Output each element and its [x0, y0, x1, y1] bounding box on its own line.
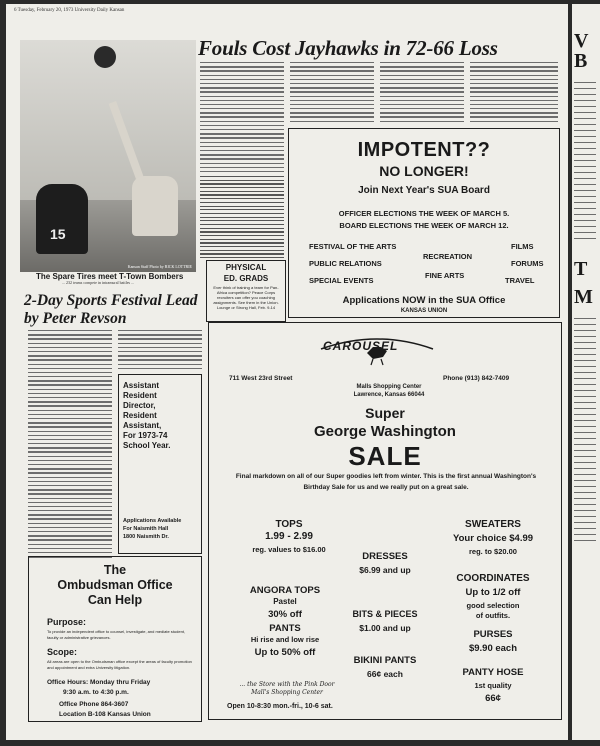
adjacent-text-line [574, 238, 596, 239]
adjacent-text-line [574, 190, 596, 191]
adjacent-page-strip [572, 4, 600, 740]
main-headline: Fouls Cost Jayhawks in 72-66 Loss [198, 36, 498, 60]
naismith-line-3: Director, [123, 401, 156, 410]
phys-ed-body: Ever think of training a team for Pan-Africa competition? Peace Corps recruiters can offer you coaching assignments. See them in the Union. Lounge or Strong Hall, Feb. 9-14 [213, 285, 279, 310]
jersey-number: 15 [50, 226, 66, 242]
story-column-2 [290, 62, 374, 125]
pants-sub: Hi rise and low rise [250, 635, 320, 644]
adjacent-text-line [574, 226, 596, 227]
adjacent-text-line [574, 426, 596, 427]
adjacent-text-line [574, 154, 596, 155]
sua-join: Join Next Year's SUA Board [358, 185, 490, 196]
angora-price: 30% off [268, 609, 302, 620]
ombudsman-phone: Office Phone 864-3607 [59, 701, 129, 708]
naismith-ad-footer [123, 517, 199, 541]
adjacent-text-line [574, 420, 596, 421]
adjacent-letter-2: B [574, 50, 588, 72]
revson-column-2 [118, 330, 202, 372]
ombudsman-title-1: The [103, 563, 127, 577]
photo-credit: Kansan Staff Photo by RICK LOTTRIE [127, 264, 192, 269]
tops-note: reg. values to $16.00 [252, 545, 326, 554]
basketball [94, 46, 116, 68]
ombudsman-scope-text: All areas are open to the Ombudsman office except the areas of faculty promotion and appointment and extra University litigation. [47, 659, 192, 670]
adjacent-text-line [574, 384, 596, 385]
adjacent-text-line [574, 414, 596, 415]
adjacent-text-line [574, 160, 596, 161]
basketball-photo [20, 40, 196, 272]
adjacent-text-line [574, 202, 596, 203]
sweaters-name: SWEATERS [465, 519, 521, 530]
adjacent-text-line [574, 462, 596, 463]
adjacent-text-line [574, 130, 596, 131]
box-score-table [200, 176, 284, 264]
adjacent-text-line [574, 172, 596, 173]
player-shirtless [132, 176, 178, 236]
adjacent-text-line [574, 528, 596, 529]
angora-name: ANGORA TOPS [249, 585, 321, 596]
adjacent-text-line [574, 540, 596, 541]
sweaters-price: Your choice $4.99 [452, 533, 534, 544]
adjacent-text-line [574, 378, 596, 379]
adjacent-text-line [574, 82, 596, 83]
adjacent-text-line [574, 208, 596, 209]
adjacent-text-line [574, 178, 596, 179]
naismith-line-4: Resident [123, 411, 157, 420]
ombudsman-location: Location B-108 Kansas Union [59, 711, 151, 718]
pants-name: PANTS [269, 623, 301, 634]
naismith-hall-ad [118, 374, 202, 554]
ombudsman-hours-1: Office Hours: Monday thru Friday [47, 679, 151, 686]
adjacent-text-line [574, 468, 596, 469]
naismith-line-1: Assistant [123, 381, 160, 390]
adjacent-text-line [574, 474, 596, 475]
ombudsman-purpose-label: Purpose: [47, 617, 87, 627]
adjacent-letter-1: V [574, 30, 589, 52]
angora-sub: Pastel [273, 597, 297, 606]
naismith-foot-1: Applications Available [123, 518, 182, 524]
sua-item-public-relations: PUBLIC RELATIONS [309, 259, 382, 268]
signature-line-2: Mall's Shopping Center [251, 689, 323, 696]
signature-line-1: ... the Store with the Pink Door [239, 681, 335, 688]
hose-price: 66¢ [485, 693, 501, 704]
photo-subcaption: ... 232 teams compete in intramural battles ... [62, 280, 135, 285]
adjacent-text-line [574, 342, 596, 343]
ombudsman-title-2: Ombudsman Office [57, 578, 173, 592]
dresses-price: $6.99 and up [359, 565, 411, 575]
carousel-event: George Washington [314, 423, 456, 440]
adjacent-letter-4: M [574, 286, 593, 308]
adjacent-text-line [574, 360, 596, 361]
adjacent-text-line [574, 450, 596, 451]
adjacent-text-line [574, 94, 596, 95]
coordinates-price: Up to 1/2 off [465, 587, 521, 598]
naismith-line-5: Assistant, [123, 421, 162, 430]
coordinates-name: COORDINATES [456, 573, 530, 584]
adjacent-text-line [574, 214, 596, 215]
story-column-3 [380, 62, 464, 125]
sua-title: IMPOTENT?? [357, 139, 491, 161]
sua-subtitle: NO LONGER! [379, 163, 469, 179]
ombudsman-purpose-text: To provide an independent office to counsel, investigate, and mediate student, faculty or administrative grievances. [47, 629, 186, 640]
ombudsman-title-3: Can Help [87, 593, 143, 607]
carousel-hours: Open 10-8:30 mon.-fri., 10-6 sat. [227, 703, 333, 710]
tops-name: TOPS [275, 519, 303, 530]
ombudsman-ad [28, 556, 202, 722]
adjacent-text-line [574, 408, 596, 409]
adjacent-text-line [574, 318, 596, 319]
adjacent-text-line [574, 354, 596, 355]
ombudsman-title [29, 563, 201, 608]
sua-apply: Applications NOW in the SUA Office [342, 295, 506, 306]
adjacent-text-line [574, 348, 596, 349]
adjacent-text-line [574, 522, 596, 523]
adjacent-text-line [574, 492, 596, 493]
adjacent-text-line [574, 148, 596, 149]
naismith-line-7: School Year. [123, 441, 171, 450]
hose-name: PANTY HOSE [462, 667, 524, 678]
adjacent-text-line [574, 534, 596, 535]
adjacent-text-line [574, 196, 596, 197]
adjacent-text-line [574, 498, 596, 499]
sua-item-festival: FESTIVAL OF THE ARTS [309, 242, 397, 251]
sua-ad [288, 128, 560, 318]
naismith-foot-2: For Naismith Hall [123, 526, 169, 532]
adjacent-text-line [574, 106, 596, 107]
adjacent-text-line [574, 486, 596, 487]
adjacent-text-line [574, 112, 596, 113]
bikini-price: 66¢ each [367, 669, 403, 679]
naismith-foot-3: 1800 Naismith Dr. [123, 534, 169, 540]
carousel-mall-name: Malls Shopping Center [356, 384, 422, 390]
sua-board-elections: BOARD ELECTIONS THE WEEK OF MARCH 12. [339, 221, 509, 230]
adjacent-letter-3: T [574, 258, 588, 280]
adjacent-text-line [574, 366, 596, 367]
story-column-4 [470, 62, 558, 125]
adjacent-text-line [574, 88, 596, 89]
naismith-line-2: Resident [123, 391, 157, 400]
bits-name: BITS & PIECES [352, 609, 418, 619]
adjacent-text-line [574, 444, 596, 445]
bikini-name: BIKINI PANTS [353, 655, 417, 666]
adjacent-text-line [574, 324, 596, 325]
adjacent-text-line [574, 336, 596, 337]
hose-sub: 1st quality [474, 681, 512, 690]
carousel-address: 711 West 23rd Street [229, 375, 293, 382]
sua-item-films: FILMS [511, 242, 534, 251]
sua-officer-elections: OFFICER ELECTIONS THE WEEK OF MARCH 5. [338, 209, 510, 218]
tops-price: 1.99 - 2.99 [265, 531, 313, 542]
adjacent-text-line [574, 330, 596, 331]
adjacent-text-line [574, 142, 596, 143]
adjacent-text-line [574, 510, 596, 511]
carousel-sale: SALE [348, 441, 422, 471]
dresses-name: DRESSES [362, 551, 408, 562]
adjacent-text-line [574, 136, 596, 137]
adjacent-text-line [574, 118, 596, 119]
sua-item-special-events: SPECIAL EVENTS [309, 276, 374, 285]
adjacent-text-line [574, 372, 596, 373]
revson-column-1 [28, 330, 112, 560]
story-column-1 [200, 62, 284, 175]
carousel-mall [349, 383, 429, 399]
adjacent-text-line [574, 456, 596, 457]
carousel-logo [317, 333, 437, 365]
adjacent-text-line [574, 124, 596, 125]
purses-name: PURSES [473, 629, 513, 640]
adjacent-text-line [574, 232, 596, 233]
phys-ed-title-2: ED. GRADS [223, 274, 269, 283]
coordinates-note-1: good selection [466, 601, 520, 610]
adjacent-text-line [574, 184, 596, 185]
phys-ed-title-1: PHYSICAL [225, 263, 267, 272]
photo-caption: The Spare Tires meet T-Town Bombers [36, 272, 184, 281]
pants-price: Up to 50% off [254, 647, 316, 658]
bits-price: $1.00 and up [359, 623, 411, 633]
revson-headline: 2-Day Sports Festival Lead by Peter Revson [24, 292, 198, 327]
sua-item-fine-arts: FINE ARTS [425, 271, 465, 280]
sua-item-forums: FORUMS [511, 259, 544, 268]
adjacent-text-line [574, 438, 596, 439]
adjacent-text-line [574, 100, 596, 101]
newspaper-page [6, 4, 568, 740]
page-folio: 6 Tuesday, February 20, 1973 University Daily Kansan [14, 8, 125, 13]
adjacent-text-line [574, 432, 596, 433]
sweaters-note: reg. to $20.00 [469, 547, 517, 556]
ombudsman-scope-label: Scope: [47, 647, 78, 657]
carousel-sale-ad [208, 322, 562, 720]
carousel-phone: Phone (913) 842-7409 [443, 375, 510, 382]
carousel-logo-text: CAROUSEL [323, 339, 399, 353]
phys-ed-ad [206, 260, 286, 322]
carousel-intro: Final markdown on all of our Super goodies left from winter. This is the first annual Washington's Birthday Sale for us and we really put on a great sale. [235, 473, 537, 491]
player-dark-jersey [36, 184, 88, 254]
sua-union: KANSAS UNION [400, 308, 448, 314]
adjacent-text-line [574, 396, 596, 397]
sua-item-recreation: RECREATION [423, 252, 473, 261]
adjacent-text-line [574, 402, 596, 403]
adjacent-text-line [574, 390, 596, 391]
adjacent-text-line [574, 166, 596, 167]
carousel-signature [229, 681, 345, 697]
purses-price: $9.90 each [468, 643, 518, 654]
coordinates-note-2: of outfits. [475, 611, 511, 620]
carousel-super: Super [365, 405, 405, 421]
adjacent-text-line [574, 220, 596, 221]
carousel-city: Lawrence, Kansas 66044 [353, 392, 425, 398]
naismith-ad-heading [123, 381, 199, 451]
sua-item-travel: TRAVEL [505, 276, 535, 285]
adjacent-text-line [574, 516, 596, 517]
ombudsman-hours-2: 9:30 a.m. to 4:30 p.m. [63, 689, 129, 696]
naismith-line-6: For 1973-74 [123, 431, 168, 440]
adjacent-text-line [574, 504, 596, 505]
adjacent-text-line [574, 480, 596, 481]
